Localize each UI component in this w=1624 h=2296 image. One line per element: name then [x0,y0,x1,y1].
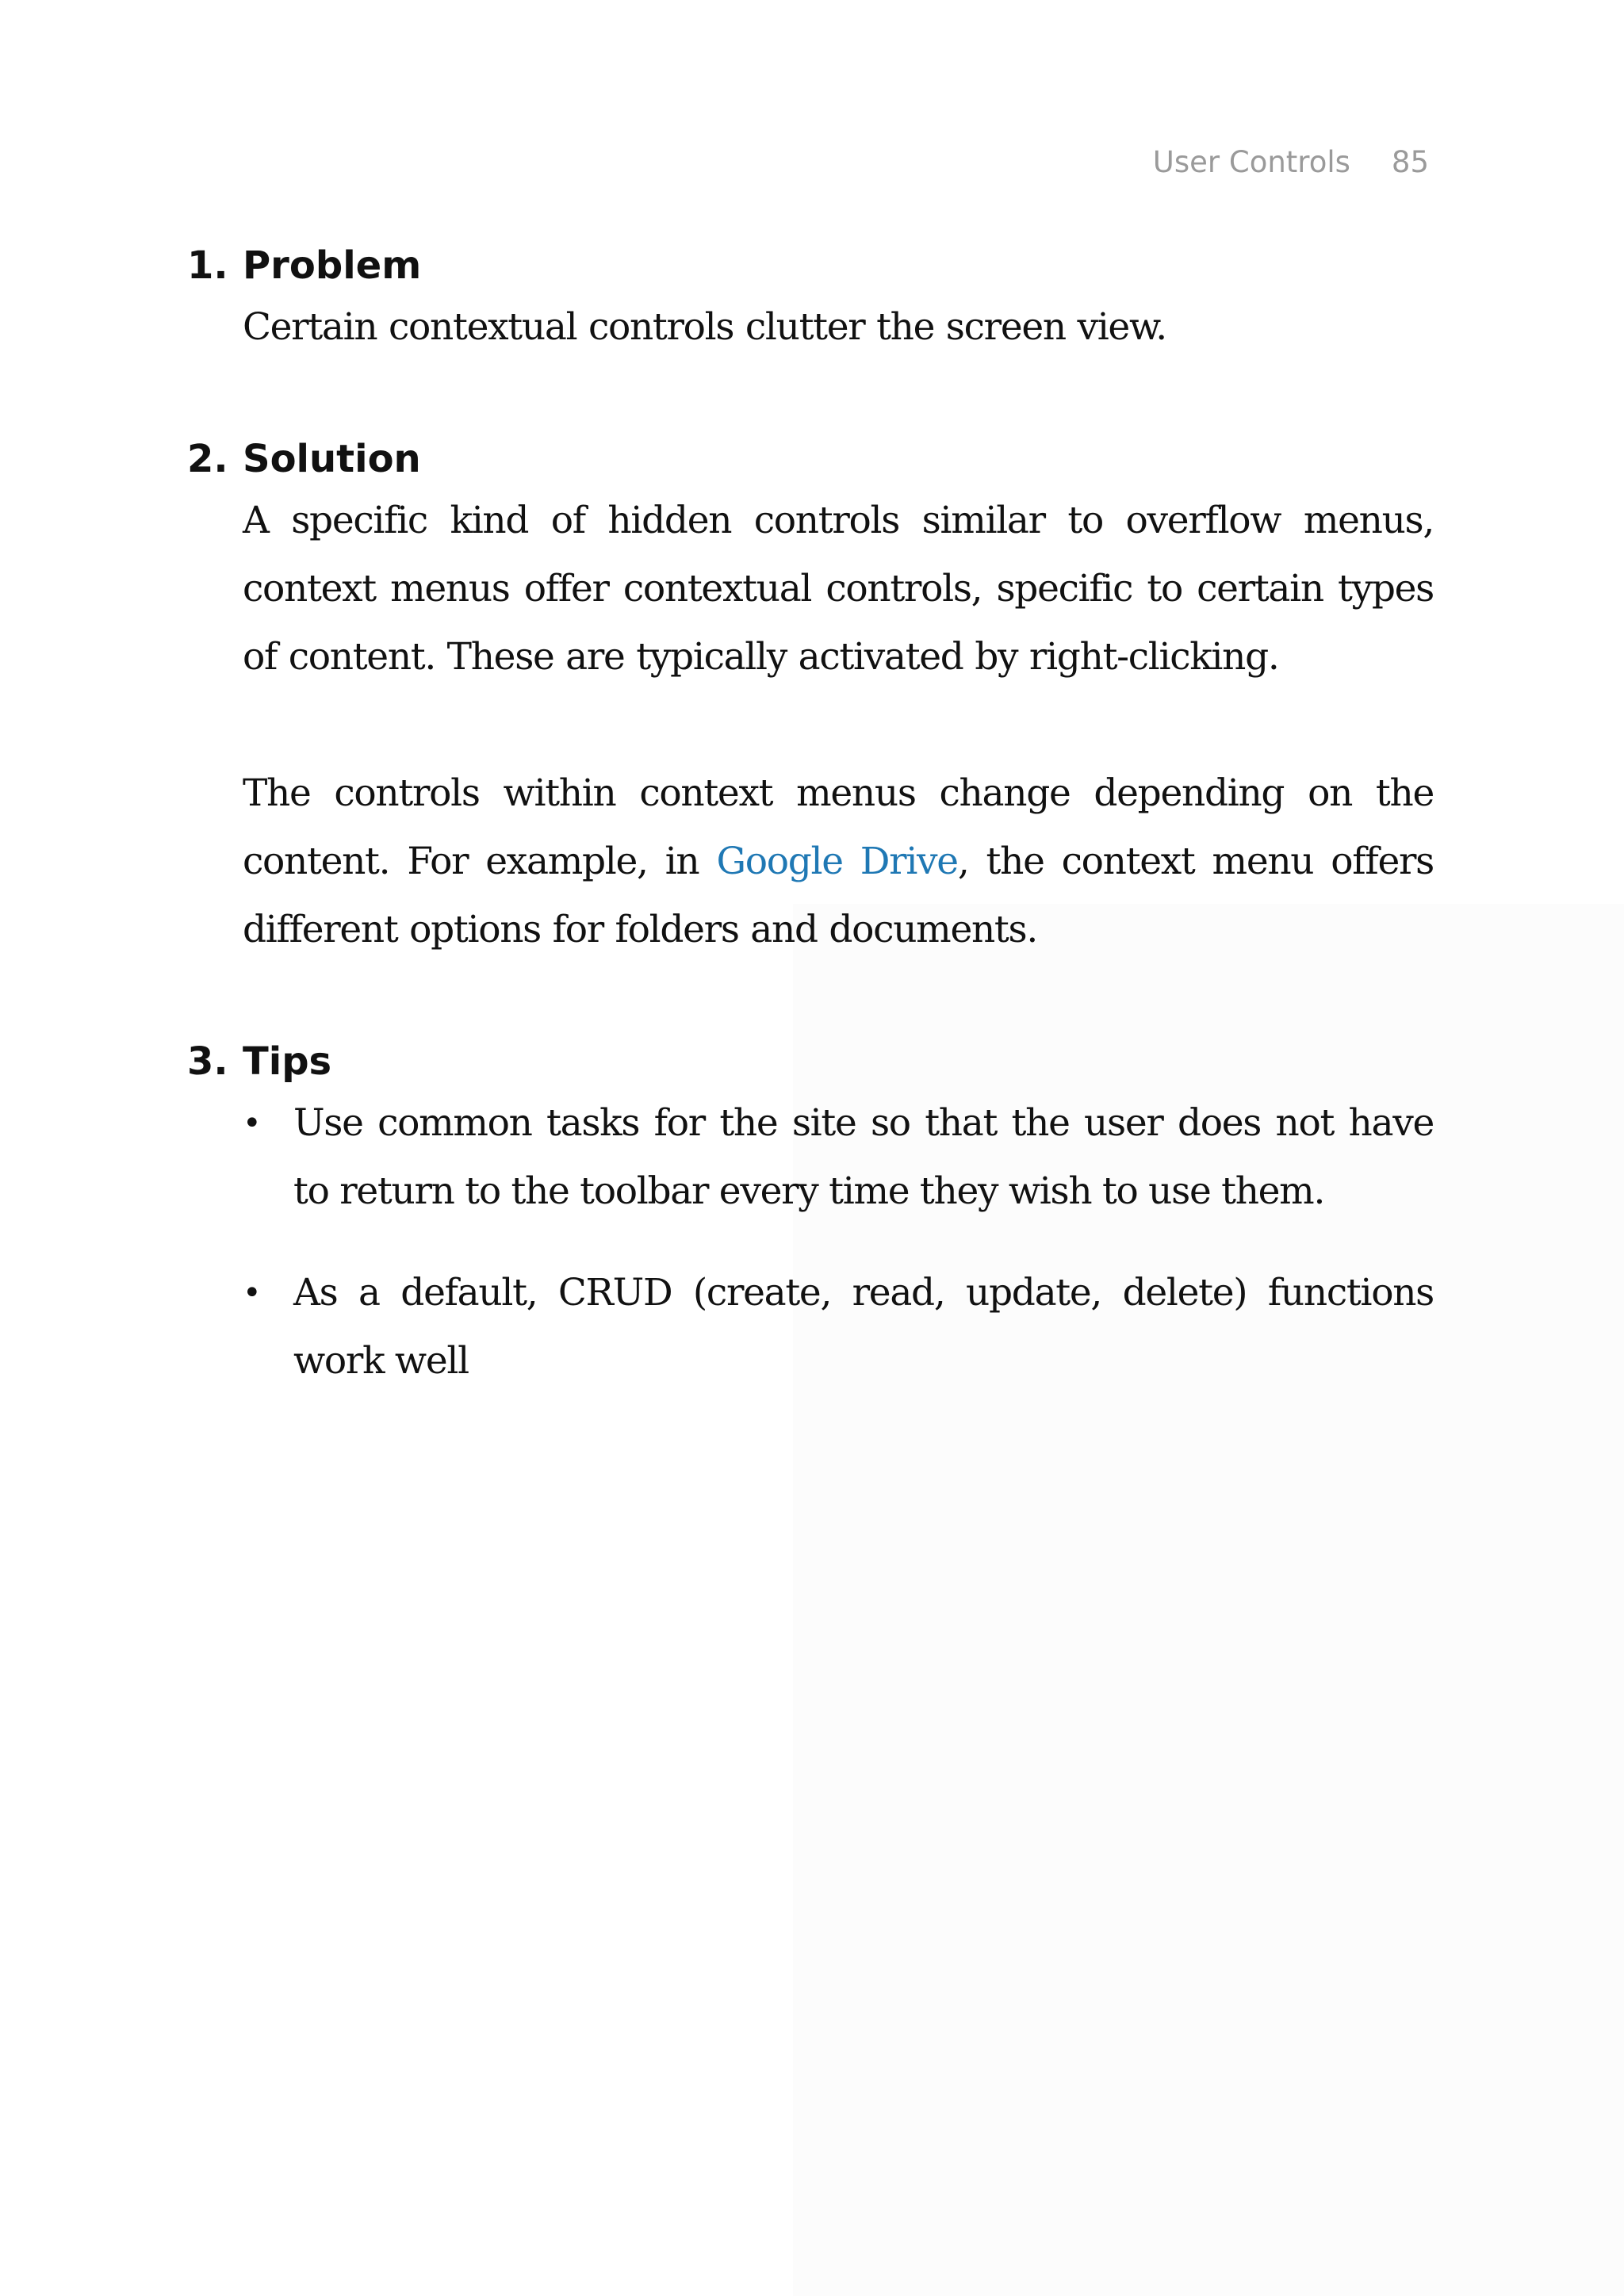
bullet-icon: • [243,1105,261,1142]
solution-paragraph: A specific kind of hidden controls similar to overflow menus, context menus offer contextual controls, specific to certain types of content. These are typically activated by right-clicking. [243,499,1434,679]
tip-text: Use common tasks for the site so that the user does not have to return to the toolbar every time they wish to use them. [293,1101,1434,1213]
solution-paragraph-2 [243,760,1434,964]
list-item [187,1259,1434,1395]
section-heading-problem [187,238,1434,293]
problem-paragraph: Certain contextual controls clutter the screen view. [243,305,1166,349]
section-title: Tips [243,1039,332,1084]
section-heading-solution [187,431,1434,487]
solution-text-end: , the context menu offers different options for folders and documents. [243,840,1434,951]
section-number: 2. [187,437,228,481]
running-header [1153,145,1429,179]
chapter-title: User Controls [1152,145,1350,179]
section-heading-tips [187,1034,1434,1089]
page-number: 85 [1391,145,1429,179]
section-number: 3. [187,1039,228,1084]
tips-list [187,1089,1434,1395]
list-item [187,1089,1434,1226]
page-content [187,238,1434,1429]
section-title: Solution [243,437,421,481]
tip-text: As a default, CRUD (create, read, update, delete) functions work well [293,1271,1434,1383]
section-number: 1. [187,243,228,288]
section-title: Problem [243,243,422,288]
bullet-icon: • [243,1275,261,1311]
google-drive-link[interactable]: Google Drive [716,840,958,883]
solution-text-start: The controls within context menus change depending on the content. For example, in [243,771,1434,883]
